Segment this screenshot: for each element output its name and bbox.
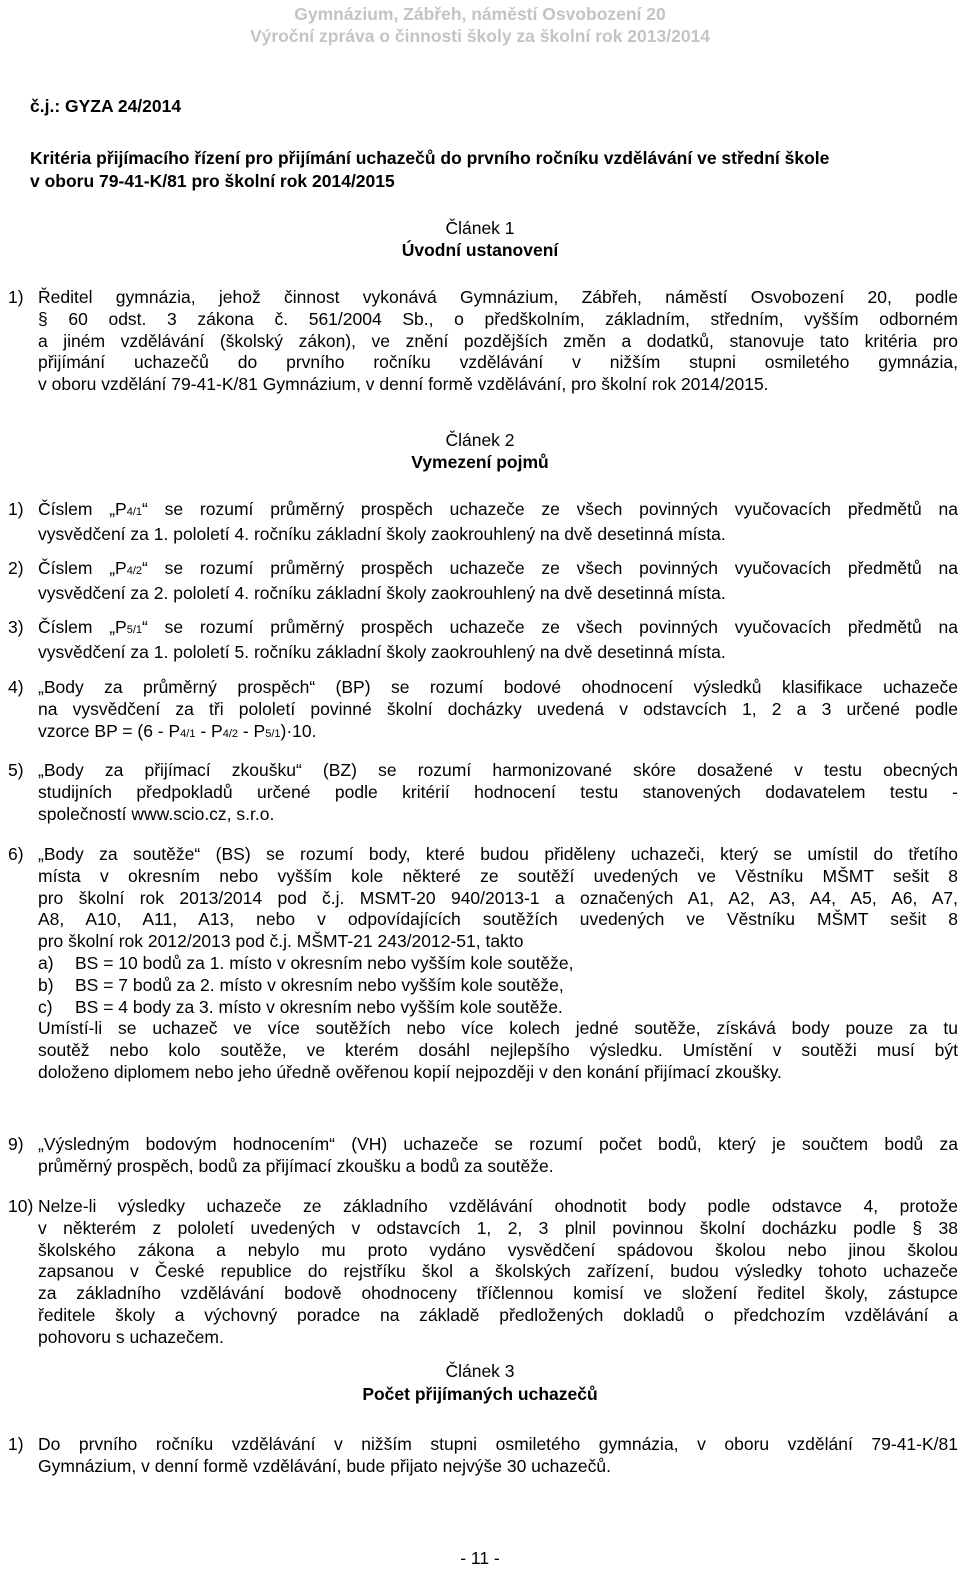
header-report-title: Výroční zpráva o činnosti školy za školní rok 2013/2014: [249, 26, 711, 46]
text-line: „Body za soutěže“ (BS) se rozumí body, které budou přiděleny uchazeči, který se umístil do třetího: [38, 844, 958, 864]
list-item: a) BS = 10 bodů za 1. místo v okresním nebo vyšším kole soutěže,: [38, 952, 574, 973]
text-line: společností www.scio.cz, s.r.o.: [38, 803, 275, 824]
text-line: Číslem „P4/2“ se rozumí průměrný prospěch uchazeče ze všech povinných vyučovacích předmětů na: [38, 558, 958, 578]
text-line: na vysvědčení za tři pololetí povinné školní docházky uvedená v odstavcích 1, 2 a 3 určené podle: [38, 698, 958, 719]
document-title-line-1: Kritéria přijímacího řízení pro přijímání uchazečů do prvního ročníku vzdělávání ve střední škole: [30, 148, 830, 168]
text-line: „Body za přijímací zkoušku“ (BZ) se rozumí harmonizované skóre dosažené v testu obecných: [38, 760, 958, 780]
text-line: § 60 odst. 3 zákona č. 561/2004 Sb., o předškolním, základním, středním, vyšším odborném: [38, 308, 958, 329]
text-line: Číslem „P4/1“ se rozumí průměrný prospěch uchazeče ze všech povinných vyučovacích předmětů na: [38, 499, 958, 519]
text-line: „Body za průměrný prospěch“ (BP) se rozumí bodové ohodnocení výsledků klasifikace uchazeče: [38, 677, 958, 697]
text-line: za základního vzdělávání bodově ohodnoceny tříčlennou komisí ve složení ředitel školy, zástupce: [38, 1283, 958, 1304]
text-line: vysvědčení za 1. pololetí 5. ročníku základní školy zaokrouhlený na dvě desetinná místa.: [38, 641, 726, 662]
text-line: soutěž nebo kolo soutěže, ve kterém dosáhl nejlepšího výsledku. Umístění v soutěži musí být: [38, 1040, 958, 1061]
text-line: průměrný prospěch, bodů za přijímací zkoušku a bodů za soutěže.: [38, 1155, 554, 1176]
text-line: v některém z pololetí uvedených v odstavcích 1, 2, 3 plnil povinnou školní docházku podle § 38: [38, 1217, 958, 1238]
text-line: doloženo diplomem nebo jeho úředně ověřenou kopií nejpozději v den konání přijímací zkoušky.: [38, 1061, 782, 1082]
article-2-para-3-number: 3): [8, 617, 24, 637]
article-1-para-1-number: 1): [8, 287, 24, 307]
article-3-para-1: [38, 1434, 958, 1478]
text-line: „Výsledným bodovým hodnocením“ (VH) uchazeče se rozumí počet bodů, který je součtem bodů za: [38, 1134, 958, 1154]
text-line: přijímání uchazečů do prvního ročníku vzdělávání v nižším stupni osmiletého gymnázia,: [38, 352, 958, 373]
article-1-title: Úvodní ustanovení: [401, 240, 559, 260]
article-2-para-5-number: 5): [8, 760, 24, 780]
text-line: vysvědčení za 2. pololetí 4. ročníku základní školy zaokrouhlený na dvě desetinná místa.: [38, 582, 726, 603]
article-2-heading: Článek 2: [445, 430, 515, 450]
article-1-para-1: [38, 287, 958, 396]
article-2-para-4-number: 4): [8, 677, 24, 697]
text-line: pro školní rok 2013/2014 pod č.j. MSMT-20 940/2013-1 a označených A1, A2, A3, A4, A5, A6, A7,: [38, 887, 958, 908]
article-2-para-2-number: 2): [8, 558, 24, 578]
article-2-para-5: [38, 760, 958, 825]
text-line: A8, A10, A11, A13, nebo v odpovídajících soutěžích uvedených ve Věstníku MŠMT sešit 8: [38, 909, 958, 930]
article-2-para-4: [38, 677, 958, 745]
text-line: Nelze-li výsledky uchazeče ze základního vzdělávání ohodnotit body podle odstavce 4, protože: [38, 1196, 958, 1216]
article-2-title: Vymezení pojmů: [411, 452, 549, 472]
text-line: a jiném vzdělávání (školský zákon), ve znění pozdějších změn a dodatků, stanovuje tato kritéria pro: [38, 330, 958, 351]
article-1-heading: Článek 1: [445, 218, 515, 238]
text-line: ředitele školy a výchovný poradce na základě předložených dokladů o předchozím vzdělávání a: [38, 1304, 958, 1325]
article-3-title: Počet přijímaných uchazečů: [362, 1384, 598, 1404]
text-line: vysvědčení za 1. pololetí 4. ročníku základní školy zaokrouhlený na dvě desetinná místa.: [38, 523, 726, 544]
text-line: místa v okresním nebo vyšším kole některé ze soutěží uvedených ve Věstníku MŠMT sešit 8: [38, 865, 958, 886]
page-number: - 11 -: [460, 1548, 500, 1568]
text-line: pro školní rok 2012/2013 pod č.j. MŠMT-21 243/2012-51, takto: [38, 931, 524, 952]
article-2-para-6-number: 6): [8, 844, 24, 864]
article-2-para-10-number: 10): [8, 1196, 34, 1216]
article-2-para-9-number: 9): [8, 1134, 24, 1154]
list-item: c) BS = 4 body za 3. místo v okresním nebo vyšším kole soutěže.: [38, 996, 563, 1017]
text-line: v oboru vzdělání 79-41-K/81 Gymnázium, v denní formě vzdělávání, pro školní rok 2014/2015.: [38, 374, 769, 395]
text-line: Do prvního ročníku vzdělávání v nižším stupni osmiletého gymnázia, v oboru vzdělání 79-41-K/81: [38, 1434, 958, 1454]
header-school-name: Gymnázium, Zábřeh, náměstí Osvobození 20: [294, 4, 666, 24]
text-line: Ředitel gymnázia, jehož činnost vykonává Gymnázium, Zábřeh, náměstí Osvobození 20, podle: [38, 287, 958, 307]
list-item: b) BS = 7 bodů za 2. místo v okresním nebo vyšším kole soutěže,: [38, 974, 564, 995]
document-reference: č.j.: GYZA 24/2014: [30, 96, 182, 116]
article-3-para-1-number: 1): [8, 1434, 24, 1454]
article-2-para-6: [38, 844, 958, 1084]
text-line: Umístí-li se uchazeč ve více soutěžích nebo více kolech jedné soutěže, získává body pouze za tu: [38, 1018, 958, 1039]
text-line: školského zákona a nebylo mu proto vydáno vysvědčení spádovou školou nebo jinou školou: [38, 1239, 958, 1260]
article-3-heading: Článek 3: [445, 1361, 515, 1381]
text-line: zapsanou v České republice do rejstříku škol a školských zařízení, budou výsledky tohoto uchazeče: [38, 1261, 958, 1282]
article-2-para-1-number: 1): [8, 499, 24, 519]
text-line: studijních předpokladů určené podle kritérií hodnocení testu stanovených dodavatelem testu -: [38, 781, 958, 802]
article-2-para-3: [38, 617, 958, 664]
article-2-para-10: [38, 1196, 958, 1349]
formula-line: vzorce BP = (6 - P4/1 - P4/2 - P5/1)·10.: [38, 720, 317, 741]
text-line: Gymnázium, v denní formě vzdělávání, bude přijato nejvýše 30 uchazečů.: [38, 1455, 611, 1476]
text-line: Číslem „P5/1“ se rozumí průměrný prospěch uchazeče ze všech povinných vyučovacích předmětů na: [38, 617, 958, 637]
article-2-para-1: [38, 499, 958, 546]
document-title-line-2: v oboru 79-41-K/81 pro školní rok 2014/2015: [30, 171, 395, 191]
article-2-para-2: [38, 558, 958, 605]
article-2-para-9: [38, 1134, 958, 1178]
text-line: pohovoru s uchazečem.: [38, 1326, 224, 1347]
